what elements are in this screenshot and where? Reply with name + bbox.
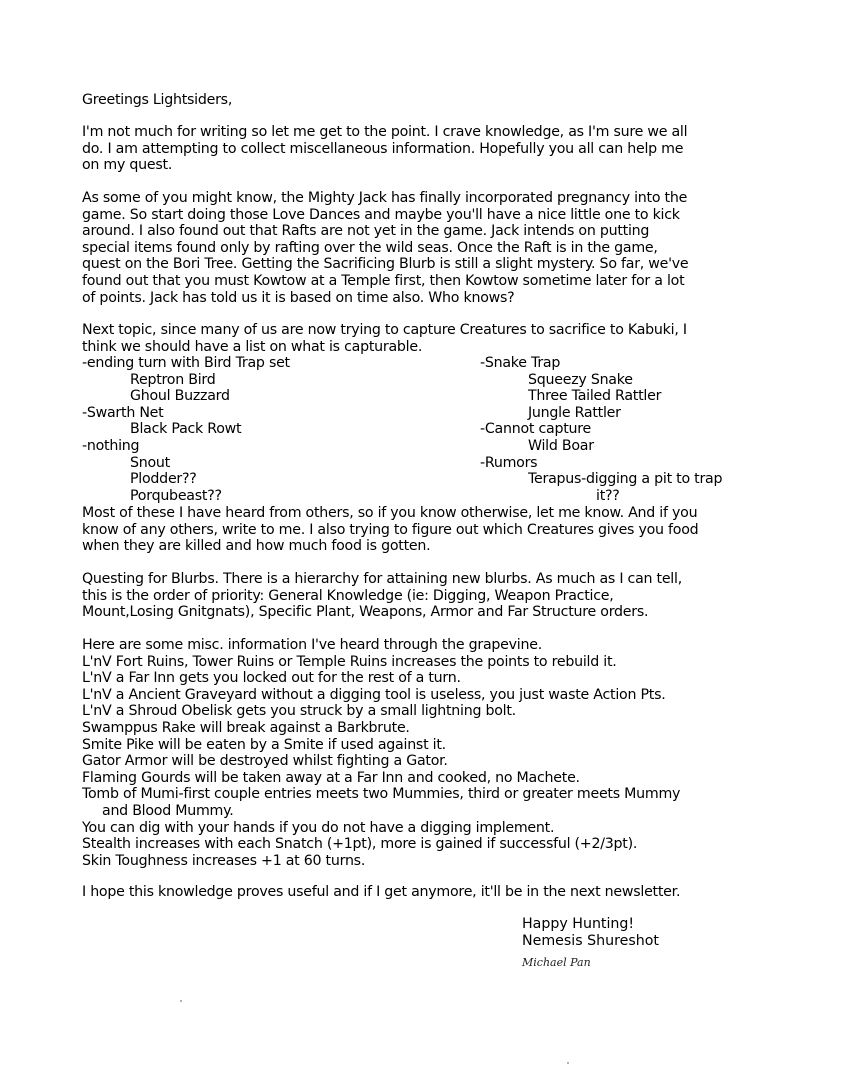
greeting: Greetings Lightsiders, xyxy=(82,92,233,108)
misc-item: L'nV a Ancient Graveyard without a digging tool is useless, you just waste Action Pts. xyxy=(82,686,666,703)
misc-item: Stealth increases with each Snatch (+1pt), more is gained if successful (+2/3pt). xyxy=(82,836,638,853)
signer-name: Nemesis Shureshot xyxy=(522,933,659,949)
capture-item: it?? xyxy=(596,487,620,504)
capture-item: Three Tailed Rattler xyxy=(528,388,662,405)
capture-item: Ghoul Buzzard xyxy=(130,388,230,405)
misc-item: L'nV Fort Ruins, Tower Ruins or Temple Ruins increases the points to rebuild it. xyxy=(82,653,617,670)
handwritten-signature: Michael Pan xyxy=(522,956,591,969)
capture-item: -Rumors xyxy=(480,454,538,471)
text-line: know of any others, write to me. I also trying to figure out which Creatures gives you food xyxy=(82,521,699,538)
capture-item: Jungle Rattler xyxy=(528,404,621,421)
capture-item: -Cannot capture xyxy=(480,421,592,438)
misc-item: L'nV a Shroud Obelisk gets you struck by a small lightning bolt. xyxy=(82,703,516,720)
capture-list-left xyxy=(82,355,290,504)
misc-item: Skin Toughness increases +1 at 60 turns. xyxy=(82,852,366,869)
misc-item: Gator Armor will be destroyed whilst fighting a Gator. xyxy=(82,753,448,770)
text-line: on my quest. xyxy=(82,157,173,174)
signoff: Happy Hunting! xyxy=(522,916,635,932)
text-line: quest on the Bori Tree. Getting the Sacrificing Blurb is still a slight mystery. So far, we've xyxy=(82,256,689,273)
text-line: when they are killed and how much food is gotten. xyxy=(82,538,431,555)
text-line: do. I am attempting to collect miscellaneous information. Hopefully you all can help me xyxy=(82,140,684,157)
capture-intro-paragraph xyxy=(82,322,687,355)
capture-item: -Swarth Net xyxy=(82,404,164,421)
text-line: of points. Jack has told us it is based on time also. Who knows? xyxy=(82,289,515,306)
text-line: think we should have a list on what is capturable. xyxy=(82,338,423,355)
text-line: this is the order of priority: General Knowledge (ie: Digging, Weapon Practice, xyxy=(82,587,614,604)
text-line: I'm not much for writing so let me get to the point. I crave knowledge, as I'm sure we all xyxy=(82,124,688,140)
misc-item: You can dig with your hands if you do not have a digging implement. xyxy=(82,819,555,836)
followup-paragraph xyxy=(82,505,698,555)
capture-item: Plodder?? xyxy=(130,471,197,488)
misc-item: Tomb of Mumi-first couple entries meets two Mummies, third or greater meets Mummy xyxy=(82,786,681,803)
scan-speck xyxy=(567,1062,569,1064)
text-line: Mount,Losing Gnitgnats), Specific Plant, Weapons, Armor and Far Structure orders. xyxy=(82,604,649,621)
capture-list-right xyxy=(480,355,722,504)
text-line: game. So start doing those Love Dances and maybe you'll have a nice little one to kick xyxy=(82,206,680,223)
text-line: As some of you might know, the Mighty Jack has finally incorporated pregnancy into the xyxy=(82,190,688,206)
capture-item: Snout xyxy=(130,454,170,471)
capture-item: Terapus-digging a pit to trap xyxy=(528,471,723,488)
text-line: around. I also found out that Rafts are not yet in the game. Jack intends on putting xyxy=(82,223,650,240)
capture-item: -nothing xyxy=(82,437,140,454)
text-line: special items found only by rafting over the wild seas. Once the Raft is in the game, xyxy=(82,239,658,256)
capture-item: Squeezy Snake xyxy=(528,371,633,388)
capture-item: -Snake Trap xyxy=(480,355,561,371)
text-line: Questing for Blurbs. There is a hierarchy for attaining new blurbs. As much as I can tell, xyxy=(82,571,682,587)
misc-info-list xyxy=(82,637,680,869)
capture-item: -ending turn with Bird Trap set xyxy=(82,355,290,371)
misc-item: and Blood Mummy. xyxy=(102,802,234,819)
misc-item: L'nV a Far Inn gets you locked out for the rest of a turn. xyxy=(82,670,461,687)
capture-item: Wild Boar xyxy=(528,437,594,454)
text-line: Most of these I have heard from others, so if you know otherwise, let me know. And if you xyxy=(82,505,698,521)
text-line: Next topic, since many of us are now trying to capture Creatures to sacrifice to Kabuki, I xyxy=(82,322,687,338)
closing-line: I hope this knowledge proves useful and if I get anymore, it'll be in the next newsletter. xyxy=(82,884,681,900)
capture-item: Black Pack Rowt xyxy=(130,421,242,438)
capture-item: Reptron Bird xyxy=(130,371,216,388)
misc-item: Smite Pike will be eaten by a Smite if used against it. xyxy=(82,736,446,753)
intro-paragraph xyxy=(82,124,687,174)
misc-item: Swamppus Rake will break against a Barkbrute. xyxy=(82,719,410,736)
text-line: found out that you must Kowtow at a Temple first, then Kowtow sometime later for a lot xyxy=(82,272,685,289)
pregnancy-paragraph xyxy=(82,190,688,306)
blurbs-paragraph xyxy=(82,571,682,621)
misc-item: Flaming Gourds will be taken away at a Far Inn and cooked, no Machete. xyxy=(82,769,580,786)
misc-item: Here are some misc. information I've heard through the grapevine. xyxy=(82,637,542,653)
scan-speck xyxy=(180,1000,182,1002)
capture-item: Porqubeast?? xyxy=(130,487,222,504)
